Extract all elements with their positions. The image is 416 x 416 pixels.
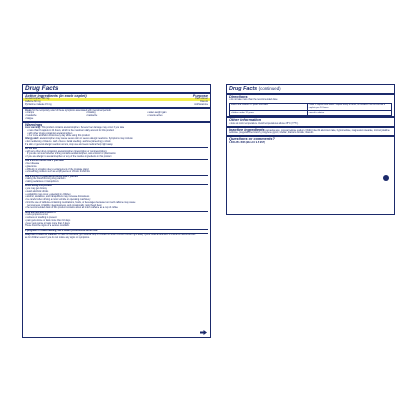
do-not-use-label: Do not use	[25, 147, 37, 150]
drug-facts-panel	[22, 84, 211, 338]
liver-label: Liver warning:	[25, 127, 41, 130]
list-item: • with any other drug containing acetaminophen (prescription or nonprescription).	[25, 150, 108, 153]
list-item: • water-weight gain	[147, 112, 167, 115]
table-cell: consult a doctor	[307, 111, 391, 116]
active-name: Caffeine 60 mg	[25, 101, 41, 104]
list-item: nervousness, irritability, sleeplessness, and occasionally, rapid heart beat	[27, 204, 102, 207]
active-purpose: Antihistamine	[194, 103, 208, 106]
title-continued: (continued)	[258, 86, 281, 91]
continue-arrow-icon	[200, 330, 207, 335]
inactive-ingredients-title: Inactive ingredients	[229, 127, 265, 132]
directions-title: Directions	[229, 95, 248, 99]
active-name: Acetaminophen 500 mg	[25, 98, 50, 101]
inactive-ingredients-text: carnauba wax, croscarmellose sodium, FD&C blue #2 aluminum lake, hypromellose, magnesium stearate, microcrystalline cellulose, pregelatinized starch, propylene glycol, shellac, titanium dioxide, triacetin	[229, 129, 390, 135]
table-cell: • take 2 caplets with water • repeat every 6 hours, as needed • do not exceed 8 caplets per 24 hours	[307, 103, 391, 110]
uses-label: Uses	[25, 107, 32, 112]
list-item: • headache	[25, 115, 37, 118]
other-information-text: • store at room temperature. Avoid temperatures above 25°C (77°F).	[229, 122, 299, 125]
active-ingredients-heading: Active ingredients (in each caplet)	[25, 94, 87, 98]
uses-text: for the temporary relief of these symptoms associated with menstrual periods:	[32, 109, 112, 112]
pregnancy-warning: If pregnant or breast-feeding, ask a health professional before use.	[25, 229, 98, 232]
table-row	[230, 103, 392, 110]
list-item: • difficulty in urination due to enlargement of the prostate gland	[25, 168, 89, 171]
list-item: • fever gets worse or lasts more than 3 days	[25, 222, 70, 225]
ask-doctor-label: Ask a doctor before use if you have	[25, 160, 64, 163]
list-item: • muscle aches	[147, 115, 163, 118]
end-marker-icon	[383, 175, 389, 181]
other-information-title: Other information	[229, 118, 262, 123]
stop-after: These could be signs of a serious condition.	[25, 225, 70, 228]
list-item: • glaucoma	[25, 165, 37, 168]
list-item: • more than 8 caplets in 24 hours, which is the maximum daily amount for this product	[27, 129, 114, 132]
allergy-label: Allergy alert:	[25, 138, 40, 141]
directions-table	[229, 103, 392, 116]
ask-pharmacist-label: Ask a doctor or pharmacist before use if you are	[25, 175, 78, 178]
list-item: • do not take more than the recommended dose	[229, 99, 278, 102]
phone-number: 1-800-251-4536 (Mon-Fri 9-5 EST)	[229, 141, 265, 144]
active-purpose: Pain reliever	[195, 98, 208, 101]
table-row	[230, 111, 392, 116]
allergy-text: acetaminophen may cause severe skin or severe allergic reactions. Symptoms may include:	[39, 138, 134, 141]
list-item: If you are not sure whether a drug contains acetaminophen, ask a doctor or pharmacist.	[27, 153, 116, 156]
drug-facts-continued-title	[227, 85, 394, 93]
keep-out-of-reach	[23, 234, 210, 240]
stop-use-label: Stop use and ask a doctor if	[25, 211, 56, 214]
list-item: • a breathing problem such as emphysema or chronic bronchitis	[25, 171, 90, 174]
list-item: • alcohol, sedatives, and tranquilizers may increase drowsiness	[25, 196, 90, 199]
keep-label: Keep out of reach of children.	[25, 233, 58, 236]
list-item: • excitability may occur, especially in children	[25, 193, 71, 196]
list-item: • fatigue	[25, 117, 34, 120]
drug-facts-continued-panel	[226, 84, 395, 215]
list-item: • liver disease	[25, 163, 40, 166]
title-text: Drug Facts	[229, 86, 258, 92]
list-item: • taking sedatives or tranquilizers	[25, 181, 59, 184]
list-item: • pain gets worse or lasts more than 10 days	[25, 219, 71, 222]
active-purpose: Diuretic	[200, 101, 208, 104]
allergy-symptoms: • skin reddening • blisters • rash • hives • facial swelling • asthma (wheezing) • shock	[25, 140, 111, 143]
list-item: • new symptoms occur	[25, 214, 49, 217]
list-item: • avoid alcoholic drinks	[25, 190, 49, 193]
list-item: • be careful when driving a motor vehicle or operating machinery	[25, 199, 91, 202]
list-item: • cramps	[25, 112, 34, 115]
warnings-title: Warnings	[25, 122, 43, 127]
when-using-label: When using this product	[25, 185, 52, 188]
active-name: Pyrilamine maleate 15 mg	[25, 103, 52, 106]
purpose-heading: Purpose	[192, 94, 208, 98]
list-item: • taking the blood thinning drug warfarin	[25, 178, 66, 181]
list-item: • if you are allergic to acetaminophen or any of the inactive ingredients in this product	[25, 156, 112, 159]
table-cell: adults and children 12 years and older	[230, 103, 308, 110]
questions-title: Questions or comments?	[229, 137, 275, 142]
list-item: • you may get drowsy	[25, 188, 47, 191]
list-item: • with other drugs containing acetaminophen	[27, 132, 73, 135]
list-item: • redness or swelling is present	[25, 217, 57, 220]
list-item: • limit the use of caffeine-containing medications, foods, or beverages because too much caffeine may cause	[25, 201, 136, 204]
table-cell: children under 12 years	[230, 111, 308, 116]
list-item: • the recommended dose of this product contains about as much caffeine as a cup of coffee	[25, 207, 118, 210]
allergy-after: If a skin or general allergic reaction occurs, stop use and seek medical help right away.	[25, 143, 114, 146]
list-item: • backache	[86, 115, 98, 118]
list-item: • bloating	[86, 112, 96, 115]
inactive-ingredients	[227, 128, 394, 136]
keep-text: In case of overdose, get medical help or contact a Poison Control Center right away. Quick medical attention is critical for adults as well as for children even if you do not notice any signs or symptoms.	[25, 233, 196, 239]
drug-facts-title: Drug Facts	[25, 85, 59, 92]
liver-text: This product contains acetaminophen. Severe liver damage may occur if you take	[41, 127, 125, 130]
list-item: • 3 or more alcoholic drinks every day while using this product	[27, 135, 90, 138]
